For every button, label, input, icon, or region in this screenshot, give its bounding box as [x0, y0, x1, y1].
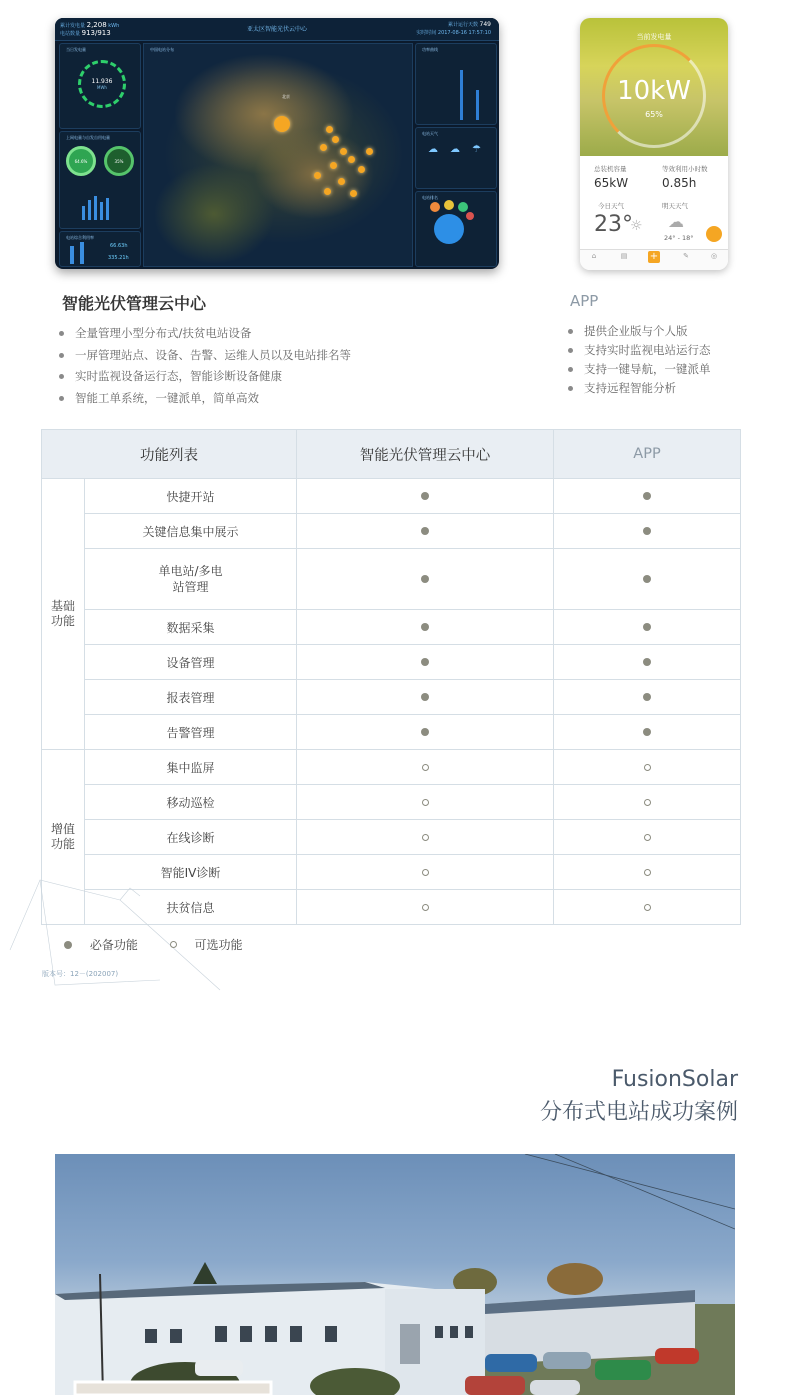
required-dot-icon [643, 693, 651, 701]
feature-name: 数据采集 [85, 610, 297, 645]
nav-add-button[interactable]: + [649, 251, 659, 262]
window [145, 1329, 157, 1343]
map-marker[interactable] [358, 166, 365, 173]
nav-ticket-icon[interactable]: ✎ [683, 252, 689, 260]
app-cell [554, 890, 741, 925]
car [655, 1348, 699, 1364]
cloud-cell [297, 680, 554, 715]
phone-hero-title: 当前发电量 [636, 33, 672, 41]
case-photo [55, 1154, 735, 1395]
cloud-cell [297, 750, 554, 785]
today-weather-label: 今日天气 [598, 202, 624, 210]
bubble [430, 202, 440, 212]
perf-b-value: 35% [114, 158, 124, 164]
app-cell [554, 855, 741, 890]
gen-panel-title: 当日发电量 [66, 47, 86, 52]
required-dot-icon [421, 728, 429, 736]
nav-home-icon[interactable]: ⌂ [591, 252, 597, 260]
app-cell [554, 645, 741, 680]
required-dot-icon [643, 492, 651, 500]
nav-station-icon[interactable]: ▤ [620, 252, 628, 260]
required-dot-icon [421, 693, 429, 701]
bar [476, 90, 479, 120]
list-item: 提供企业版与个人版 [566, 322, 711, 341]
required-dot-icon [421, 623, 429, 631]
app-title: APP [570, 292, 599, 310]
list-item: 全量管理小型分布式/扶贫电站设备 [57, 323, 351, 345]
list-item: 支持一键导航，一键派单 [566, 360, 711, 379]
dashboard-screenshot [55, 18, 499, 269]
rain-icon: ☂ [472, 144, 481, 155]
ratio-b-value: 335.21h [108, 255, 129, 261]
feature-name: 快捷开站 [85, 479, 297, 514]
power-line [555, 1154, 735, 1229]
optional-circle-icon [644, 904, 651, 911]
car [543, 1352, 591, 1369]
window [240, 1326, 252, 1342]
required-dot-icon [643, 527, 651, 535]
run-days-label: 累计运行天数 [447, 22, 478, 28]
map-marker[interactable] [338, 178, 345, 185]
map-title: 中国电站分布 [150, 47, 174, 52]
gen-ring [78, 60, 126, 108]
list-item: 支持远程智能分析 [566, 379, 711, 398]
app-bullets [566, 322, 711, 398]
optional-circle-icon [644, 869, 651, 876]
rank-panel-title: 电站排名 [422, 195, 438, 200]
tree [193, 1262, 217, 1284]
power-panel [415, 43, 497, 125]
tree [547, 1263, 603, 1295]
car [485, 1354, 537, 1372]
map-marker[interactable] [314, 172, 321, 179]
map-marker[interactable] [340, 148, 347, 155]
decorative-lines [0, 860, 270, 1000]
china-map[interactable] [143, 43, 413, 267]
window [265, 1326, 277, 1342]
phone-bottom-nav [580, 249, 728, 270]
total-gen-value: 2,208 [86, 21, 107, 29]
table-row [42, 680, 741, 715]
bar [82, 206, 85, 220]
version-number: 版本号：12－(202007) [42, 970, 119, 978]
assistant-button[interactable] [706, 226, 722, 242]
required-dot-icon [64, 941, 72, 949]
map-marker[interactable] [324, 188, 331, 195]
required-dot-icon [643, 658, 651, 666]
gen-unit: MWh [97, 85, 107, 90]
cloud-cell [297, 549, 554, 610]
cloud-cell [297, 645, 554, 680]
feature-text: 单电站/多电站管理 [158, 564, 223, 594]
optional-circle-icon [170, 941, 177, 948]
power-panel-title: 功率曲线 [422, 47, 438, 52]
group-label: 增值功能 [50, 822, 75, 851]
bar [94, 196, 97, 220]
gen-value: 11.936 [91, 78, 113, 85]
list-item: 实时监视设备运行态，智能诊断设备健康 [57, 366, 351, 388]
case-photo-drawing [55, 1154, 735, 1395]
table-row [42, 479, 741, 514]
app-cell [554, 514, 741, 549]
feature-name: 关键信息集中展示 [85, 514, 297, 549]
capacity-value: 65kW [594, 176, 629, 190]
current-power-value: 10kW [617, 76, 691, 106]
capacity-label: 总装机容量 [594, 165, 627, 173]
dashboard-title: 亚太区智能光伏云中心 [246, 26, 307, 33]
window [170, 1329, 182, 1343]
app-cell [554, 715, 741, 750]
table-row [42, 514, 741, 549]
header-cloud-center: 智能光伏管理云中心 [297, 430, 554, 479]
cloud-cell [297, 479, 554, 514]
table-row [42, 610, 741, 645]
header-app: APP [554, 430, 741, 479]
inset-photo [75, 1382, 271, 1395]
feature-name: 告警管理 [85, 715, 297, 750]
bubble [444, 200, 454, 210]
decor-line [120, 888, 140, 900]
run-days-value: 749 [479, 21, 491, 28]
cloud-cell [297, 610, 554, 645]
clock-value: 2017-08-16 17:57:10 [437, 30, 491, 36]
list-item: 支持实时监视电站运行态 [566, 341, 711, 360]
gen-panel [59, 43, 141, 129]
window [465, 1326, 473, 1338]
app-cell [554, 479, 741, 514]
required-dot-icon [421, 658, 429, 666]
optional-circle-icon [422, 764, 429, 771]
cloud-center-bullets [57, 323, 351, 409]
cloud-icon: ☁ [428, 144, 438, 155]
required-dot-icon [643, 575, 651, 583]
dashboard-top-right-stats [416, 21, 491, 37]
optional-circle-icon [422, 869, 429, 876]
map-marker[interactable] [366, 148, 373, 155]
window [325, 1326, 337, 1342]
window [290, 1326, 302, 1342]
phone-app-screenshot [580, 18, 728, 270]
ratio-a-value: 66.63h [110, 243, 128, 249]
cloud-cell [297, 785, 554, 820]
tomorrow-temp: 24° - 18° [664, 234, 694, 242]
feature-table [41, 429, 741, 925]
dashboard-top-left-stats [60, 22, 119, 38]
table-row [42, 645, 741, 680]
bar [70, 246, 74, 264]
optional-circle-icon [422, 799, 429, 806]
feature-name: 报表管理 [85, 680, 297, 715]
total-gen-unit: kWh [108, 23, 120, 29]
app-cell [554, 549, 741, 610]
cloud-cell [297, 820, 554, 855]
map-marker[interactable] [274, 116, 290, 132]
map-marker[interactable] [330, 162, 337, 169]
app-cell [554, 785, 741, 820]
ratio-panel [59, 231, 141, 267]
window [450, 1326, 458, 1338]
map-label-beijing: 北京 [282, 94, 290, 99]
map-marker[interactable] [326, 126, 333, 133]
perf-ring-b [104, 146, 134, 176]
bar [80, 242, 84, 264]
cloud-cell [297, 855, 554, 890]
total-gen-label: 累计发电量 [60, 23, 86, 29]
car [465, 1376, 525, 1395]
bubble [466, 212, 474, 220]
perf-a-value: 64.6% [74, 158, 88, 164]
case-subtitle: 分布式电站成功案例 [539, 1100, 738, 1125]
bubble [458, 202, 468, 212]
hours-label: 等效利用小时数 [662, 165, 708, 173]
table-header-row [42, 430, 741, 479]
cloud-icon: ☁ [668, 212, 684, 231]
feature-name: 在线诊断 [85, 820, 297, 855]
tomorrow-weather-label: 明天天气 [662, 202, 688, 210]
bar [100, 202, 103, 220]
nav-profile-icon[interactable]: ◎ [710, 252, 718, 260]
weather-panel-title: 电站天气 [422, 131, 438, 136]
map-marker[interactable] [320, 144, 327, 151]
perf-ring-a [66, 146, 96, 176]
app-cell [554, 610, 741, 645]
feature-name [85, 549, 297, 610]
bubble [434, 214, 464, 244]
table-row [42, 715, 741, 750]
app-cell [554, 750, 741, 785]
bar [88, 200, 91, 220]
table-row [42, 820, 741, 855]
garage-door [400, 1324, 420, 1364]
power-line [525, 1154, 735, 1209]
app-cell [554, 820, 741, 855]
brand-title: FusionSolar [611, 1067, 738, 1092]
app-cell [554, 680, 741, 715]
map-marker[interactable] [348, 156, 355, 163]
perf-panel [59, 131, 141, 229]
rank-panel [415, 191, 497, 267]
required-dot-icon [643, 728, 651, 736]
car [595, 1360, 651, 1380]
list-item: 智能工单系统，一键派单，简单高效 [57, 388, 351, 410]
required-dot-icon [421, 492, 429, 500]
optional-circle-icon [422, 904, 429, 911]
optional-circle-icon [422, 834, 429, 841]
station-count-value: 913/913 [81, 29, 111, 37]
required-dot-icon [421, 527, 429, 535]
feature-name: 移动巡检 [85, 785, 297, 820]
feature-name: 设备管理 [85, 645, 297, 680]
table-row [42, 549, 741, 610]
optional-circle-icon [644, 799, 651, 806]
table-row [42, 750, 741, 785]
car [530, 1380, 580, 1395]
legend-required-label: 必备功能 [89, 938, 138, 952]
window [435, 1326, 443, 1338]
list-item: 一屏管理站点、设备、告警、运维人员以及电站排名等 [57, 345, 351, 367]
cloud-cell [297, 514, 554, 549]
group-label: 基础功能 [50, 599, 75, 628]
feature-name: 集中监屏 [85, 750, 297, 785]
table-row [42, 785, 741, 820]
car [195, 1360, 243, 1376]
cloud-cell [297, 715, 554, 750]
legend-optional-label: 可选功能 [194, 938, 243, 952]
cloud-cell [297, 890, 554, 925]
header-feature-list: 功能列表 [42, 430, 297, 479]
cloud-center-title: 智能光伏管理云中心 [62, 294, 207, 313]
required-dot-icon [421, 575, 429, 583]
current-power-pct: 65% [645, 110, 663, 119]
required-dot-icon [643, 623, 651, 631]
station-count-label: 电站数量 [60, 31, 81, 37]
hours-value: 0.85h [662, 176, 697, 190]
cloud-icon: ☁ [450, 144, 460, 155]
legend [64, 936, 243, 953]
perf-bars [78, 194, 118, 220]
bar [460, 70, 463, 120]
optional-circle-icon [644, 764, 651, 771]
ratio-panel-title: 电站综合利用率 [66, 235, 94, 240]
feature-name: 扶贫信息 [85, 890, 297, 925]
clock-label: 实时时间 [416, 30, 437, 36]
bar [106, 198, 109, 220]
map-marker[interactable] [332, 136, 339, 143]
group-basic [42, 479, 85, 750]
optional-circle-icon [644, 834, 651, 841]
perf-panel-title: 上网电量与自发自用电量 [66, 135, 110, 140]
sun-icon: ☼ [630, 218, 643, 234]
window [215, 1326, 227, 1342]
weather-panel [415, 127, 497, 189]
feature-name: 智能IV诊断 [85, 855, 297, 890]
today-temp: 23° [594, 212, 633, 237]
map-marker[interactable] [350, 190, 357, 197]
